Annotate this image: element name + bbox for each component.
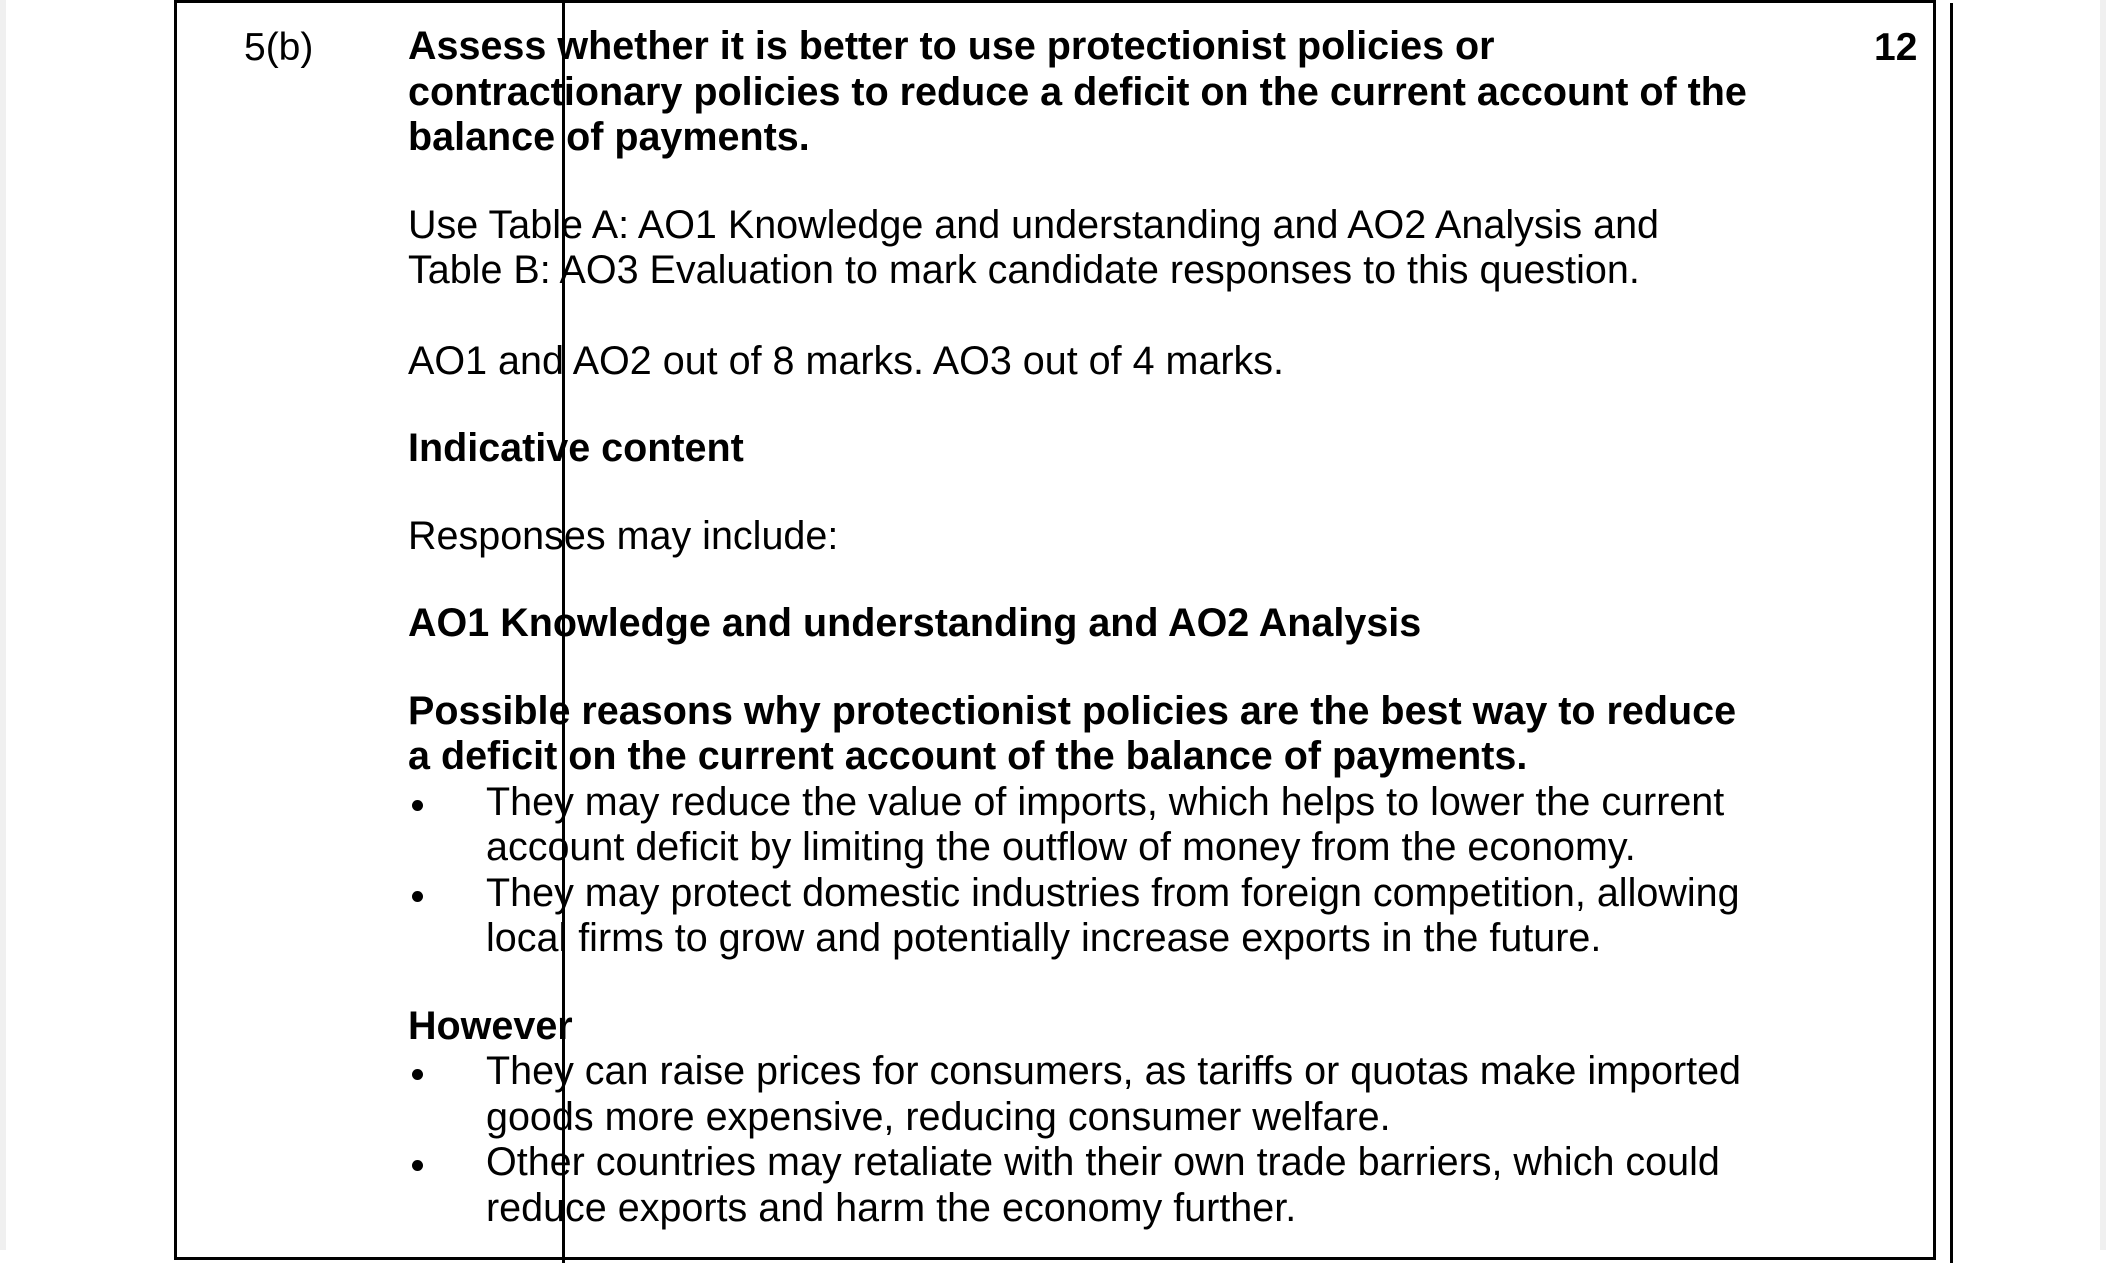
reasons-list [408, 780, 1758, 962]
however-heading: However [408, 1003, 573, 1048]
bullet-text: They may protect domestic industries from foreign competition, allowing local firms to grow and potentially increase exports in the future. [486, 870, 1740, 960]
marking-tables-instruction: Use Table A: AO1 Knowledge and understanding and AO2 Analysis and Table B: AO3 Evaluation to mark candidate responses to this question. [408, 202, 1660, 292]
responses-intro: Responses may include: [408, 513, 839, 558]
list-item [408, 1049, 1758, 1140]
question-marks: 12 [1874, 26, 1918, 69]
bullet-icon [412, 800, 423, 811]
indicative-content-heading: Indicative content [408, 426, 744, 470]
bullet-text: They may reduce the value of imports, which helps to lower the current account deficit by limiting the outflow of money from the economy. [486, 779, 1725, 869]
page-left-margin [0, 0, 6, 1250]
bullet-icon [412, 1069, 423, 1080]
question-prompt: Assess whether it is better to use protectionist policies or contractionary policies to reduce a deficit on the current account of the balance of payments. [408, 24, 1747, 159]
bullet-icon [412, 1160, 423, 1171]
bullet-icon [412, 891, 423, 902]
page-right-margin [2100, 0, 2106, 1250]
marks-split: AO1 and AO2 out of 8 marks. AO3 out of 4 marks. [408, 338, 1285, 383]
list-item [408, 1140, 1758, 1231]
reasons-heading: Possible reasons why protectionist policies are the best way to reduce a deficit on the current account of the balance of payments. [408, 688, 1737, 778]
bullet-text: They can raise prices for consumers, as tariffs or quotas make imported goods more expensive, reducing consumer welfare. [486, 1049, 1742, 1139]
bullet-text: Other countries may retaliate with their own trade barriers, which could reduce exports and harm the economy further. [486, 1140, 1720, 1230]
however-list [408, 1049, 1758, 1231]
list-item [408, 780, 1758, 871]
list-item [408, 871, 1758, 962]
answer-cell [408, 24, 1758, 1231]
ao1-ao2-heading: AO1 Knowledge and understanding and AO2 Analysis [408, 601, 1422, 645]
column-divider-marks [1950, 3, 1953, 1263]
question-number: 5(b) [244, 26, 314, 69]
